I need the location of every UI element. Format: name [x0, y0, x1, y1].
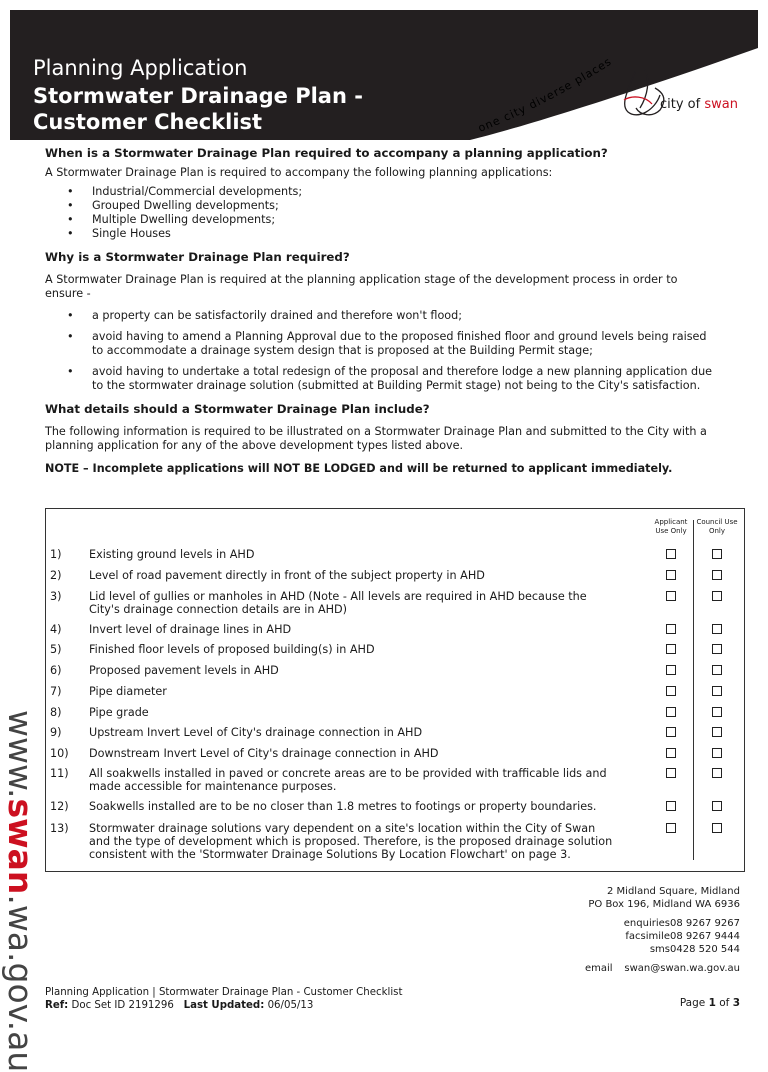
checklist-row-text: Finished floor levels of proposed building(s) in AHD — [89, 643, 375, 656]
contact-email-label: email — [585, 963, 613, 974]
applicant-checkbox[interactable] — [666, 665, 676, 675]
council-checkbox[interactable] — [712, 591, 722, 601]
checklist-row-text: Pipe diameter — [89, 685, 167, 698]
section2-intro: A Stormwater Drainage Plan is required at the planning application stage of the development process in order to ensure - — [45, 273, 678, 300]
applicant-column-header: Applicant Use Only — [654, 518, 688, 535]
council-checkbox[interactable] — [712, 549, 722, 559]
checklist-row-text: All soakwells installed in paved or concrete areas are to be provided with trafficable lids and made accessible for maintenance purposes. — [89, 767, 607, 793]
council-checkbox[interactable] — [712, 624, 722, 634]
address-line2: PO Box 196, Midland WA 6936 — [588, 899, 740, 910]
footer-ref: Ref: Doc Set ID 2191296 Last Updated: 06/05/13 — [45, 1000, 314, 1011]
checklist-row-number: 10) — [50, 747, 69, 760]
applicant-checkbox[interactable] — [666, 768, 676, 778]
side-website-url: www.swan.wa.gov.au — [1, 710, 40, 1072]
applicant-checkbox[interactable] — [666, 686, 676, 696]
checklist-row-text: Proposed pavement levels in AHD — [89, 664, 279, 677]
checklist-row-text: Downstream Invert Level of City's drainage connection in AHD — [89, 747, 439, 760]
applicant-checkbox[interactable] — [666, 748, 676, 758]
council-checkbox[interactable] — [712, 665, 722, 675]
header-title-line2: Stormwater Drainage Plan - — [33, 84, 363, 108]
council-checkbox[interactable] — [712, 727, 722, 737]
main-content — [45, 146, 715, 476]
section3-intro: The following information is required to be illustrated on a Stormwater Drainage Plan and submitted to the City with a planning application for any of the above development types listed above. — [45, 425, 707, 452]
council-checkbox[interactable] — [712, 686, 722, 696]
footer-title: Planning Application | Stormwater Drainage Plan - Customer Checklist — [45, 987, 403, 998]
applicant-checkbox[interactable] — [666, 549, 676, 559]
header-title-line1: Planning Application — [33, 56, 248, 80]
contact-enquiries-value: 08 9267 9267 — [670, 918, 740, 929]
checklist-row-text: Soakwells installed are to be no closer than 1.8 metres to footings or property boundaries. — [89, 800, 597, 813]
header-title-line3: Customer Checklist — [33, 110, 263, 134]
checklist-row-number: 11) — [50, 767, 69, 780]
section2-list — [45, 309, 715, 393]
list-item: • a property can be satisfactorily drained and therefore won't flood; — [45, 309, 715, 323]
council-checkbox[interactable] — [712, 801, 722, 811]
checklist-row-number: 6) — [50, 664, 62, 677]
address-line1: 2 Midland Square, Midland — [607, 886, 740, 897]
checklist-row-number: 13) — [50, 822, 69, 835]
checklist-row-number: 7) — [50, 685, 62, 698]
list-item: • avoid having to undertake a total redesign of the proposal and therefore lodge a new planning application due to the stormwater drainage solution (submitted at Building Permit stage) not being to the City's satisfaction. — [45, 365, 715, 393]
section1-list — [45, 185, 715, 241]
checklist-row-number: 2) — [50, 569, 62, 582]
council-checkbox[interactable] — [712, 644, 722, 654]
applicant-checkbox[interactable] — [666, 644, 676, 654]
applicant-checkbox[interactable] — [666, 591, 676, 601]
contact-sms-label: sms — [649, 944, 670, 955]
council-checkbox[interactable] — [712, 570, 722, 580]
council-checkbox[interactable] — [712, 748, 722, 758]
header-banner — [0, 0, 768, 150]
council-checkbox[interactable] — [712, 707, 722, 717]
column-divider — [693, 520, 694, 860]
contact-enquiries-label: enquiries — [623, 918, 670, 929]
checklist-row-number: 12) — [50, 800, 69, 813]
applicant-checkbox[interactable] — [666, 624, 676, 634]
applicant-checkbox[interactable] — [666, 570, 676, 580]
section3-note: NOTE – Incomplete applications will NOT BE LODGED and will be returned to applicant immediately. — [45, 462, 673, 475]
council-checkbox[interactable] — [712, 823, 722, 833]
contact-sms-value: 0428 520 544 — [670, 944, 740, 955]
checklist-row-text: Upstream Invert Level of City's drainage connection in AHD — [89, 726, 423, 739]
section3-question: What details should a Stormwater Drainage Plan include? — [45, 402, 430, 416]
checklist-row-text: Stormwater drainage solutions vary dependent on a site's location within the City of Swan and the type of development which is proposed. Therefore, is the proposed drainage solution consistent with the 'Stormwater Drainage Solutions By Location Flowchart' on page 3. — [89, 822, 613, 861]
list-item: • Industrial/Commercial developments; — [45, 185, 715, 199]
applicant-checkbox[interactable] — [666, 707, 676, 717]
checklist-row-number: 1) — [50, 548, 62, 561]
checklist-row-text: Level of road pavement directly in front of the subject property in AHD — [89, 569, 485, 582]
applicant-checkbox[interactable] — [666, 823, 676, 833]
checklist-row-number: 3) — [50, 590, 62, 603]
checklist-row-number: 5) — [50, 643, 62, 656]
checklist-row-number: 4) — [50, 623, 62, 636]
checklist-row-text: Invert level of drainage lines in AHD — [89, 623, 292, 636]
contact-facsimile-label: facsimile — [625, 931, 670, 942]
section1-intro: A Stormwater Drainage Plan is required to accompany the following planning applications: — [45, 166, 553, 179]
checklist-row-text: Lid level of gullies or manholes in AHD (Note - All levels are required in AHD because the City's drainage connection details are in AHD) — [89, 590, 587, 616]
section1-question: When is a Stormwater Drainage Plan required to accompany a planning application? — [45, 146, 608, 160]
council-column-header: Council Use Only — [696, 518, 738, 535]
list-item: • Multiple Dwelling developments; — [45, 213, 715, 227]
section2-question: Why is a Stormwater Drainage Plan required? — [45, 250, 350, 264]
list-item: • avoid having to amend a Planning Approval due to the proposed finished floor and ground levels being raised to accommodate a drainage system design that is proposed at the Building Permit stage; — [45, 330, 715, 358]
applicant-checkbox[interactable] — [666, 727, 676, 737]
checklist-row-text: Pipe grade — [89, 706, 149, 719]
list-item: • Single Houses — [45, 227, 715, 241]
list-item: • Grouped Dwelling developments; — [45, 199, 715, 213]
page-number: Page 1 of 3 — [679, 997, 740, 1009]
checklist-row-number: 8) — [50, 706, 62, 719]
contact-email-value[interactable]: swan@swan.wa.gov.au — [624, 963, 740, 974]
contact-facsimile-value: 08 9267 9444 — [670, 931, 740, 942]
tagline-text: one city diverse places — [476, 54, 615, 135]
checklist-row-number: 9) — [50, 726, 62, 739]
applicant-checkbox[interactable] — [666, 801, 676, 811]
council-checkbox[interactable] — [712, 768, 722, 778]
city-of-swan-logo: city of swan — [660, 97, 738, 112]
checklist-row-text: Existing ground levels in AHD — [89, 548, 255, 561]
